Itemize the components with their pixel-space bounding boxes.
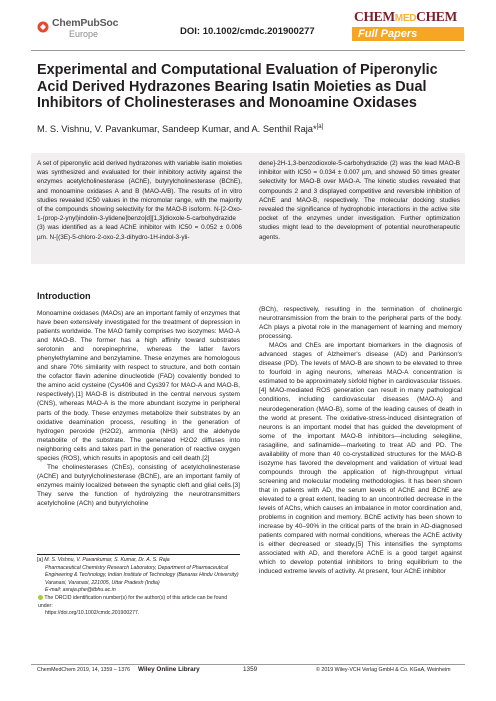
intro-paragraph: (BCh), respectively, resulting in the termination of cholinergic neurotransmission from the brain to the peripheral parts of the body. ACh plays a pivotal role in the management of learning and memory processing. [259,306,462,341]
footnote-label: [a] [37,557,43,563]
body-left-column [37,309,240,508]
footnote-orcid: The ORCID identification number(s) for the author(s) of this article can be found under: [38,594,228,609]
body-right-column [259,305,462,576]
header-divider [31,50,465,51]
orcid-icon [38,595,43,600]
footer-divider [31,664,465,665]
abstract-right-column [259,159,460,242]
abstract-left-column [37,159,242,242]
article-authors [37,124,462,134]
footer-citation: ChemMedChem 2019, 14, 1359 – 1376 [37,667,131,673]
footnote-orcid-url[interactable]: https://doi.org/10.1002/cmdc.201900277. [45,610,140,617]
publisher-name: ChemPubSoc [52,17,119,29]
footnote-affiliation: Pharmaceutical Chemistry Research Laboratory, Department of Pharmaceutical Engineering & Technology, Indian Institute of Technology (Banaras Hindu University) Varanasi, Varanasi, 221005, Uttar Pradesh (India) [45,564,239,586]
author-affiliation-mark: [a] [316,124,324,130]
abstract-text-left: A set of piperonylic acid derived hydrazones with variable isatin moieties was synthesized and evaluated for their inhibitory activity against the enzymes acetylcholinesterase (AChE), butyrylcholinesterase (BChE), and monoamine oxidases A and B (MAO-A/B). The results of in vitro studies revealed IC50 values in the micromolar range, with the majority of the compounds showing selectivity for the MAO-B isoform. N-[2-Oxo-1-(prop-2-ynyl)indolin-3-ylidene]benzo[d][1,3]dioxole-5-carbohydrazide (3) was identified as a lead AChE inhibitor with IC50 = 0.052 ± 0.006 µm. N-[(3E)-5-chloro-2-oxo-2,3-dihydro-1H-indol-3-yli- [37,160,242,241]
introduction-heading: Introduction [37,291,91,301]
intro-paragraph: MAOs and ChEs are important biomarkers in the diagnosis of advanced stages of Alzheimer's disease (AD) and Parkinson's disease (PD). The levels of MAO-B are shown to be elevated to three to fourfold in aging neurons, whereas MAO-A concentration is estimated to be approximately sixfold higher in cardiovascular tissues.[4] MAO-mediated ROS generation can result in many pathological conditions, including cardiovascular diseases (MAO-A) and neurodegeneration (MAO-B), some of the leading causes of death in the world at present. The oxidative-stress-induced disintegration of neurons is an important model that has guided the development of some of the important MAO-B inhibitors—including selegiline, rasagiline, and safinamide—marketing to treat AD and PD. The availability of more than 40 co-crystallized structures for the MAO-B isozyme has favored the development and validation of virtual lead compounds through the application of high-throughput virtual screening and molecular modeling methodologies. It has been shown that in patients with AD, the serum levels of AChE and BChE are elevated to a great extent, leading to an uncontrolled decrease in the levels of AChs, which causes an imbalance in motor coordination and, problems in cognition and memory. BChE activity has been shown to increase by 40–90% in the critical parts of the brain in AD-diagnosed patients compared with normal conditions, whereas the AChE activity is either decreased or steady.[5] This intensifies the symptoms associated with AD, and therefore AChE is a good target against which to develop potential inhibitors to bring equilibrium to the induced extreme levels of activity. At present, four AChE inhibitor [259,342,462,576]
abstract-text-right: dene]-2H-1,3-benzodioxole-5-carbohydrazide (2) was the lead MAO-B inhibitor with IC50 = 0.034 ± 0.007 µm, and showed 50 times greater selectivity for MAO-B over MAO-A. The kinetic studies revealed that compounds 2 and 3 displayed competitive and reversible inhibition of AChE and MAO-B, respectively. The molecular docking studies revealed the significance of hydrophobic interactions in the active site pocket of the enzymes under investigation. Further optimization studies might lead to the development of potential neurotherapeutic agents. [259,160,460,241]
section-label: Full Papers [358,28,418,40]
footer-copyright: © 2019 Wiley-VCH Verlag GmbH & Co. KGaA, Weinheim [316,667,451,673]
journal-name-left: CHEM [354,9,395,24]
footnote-authors: M. S. Vishnu, V. Pavankumar, S. Kumar, Dr. A. S. Raja [44,557,170,563]
intro-paragraph: Monoamine oxidases (MAOs) are an important family of enzymes that have been extensively investigated for the treatment of depression in patients worldwide. The MAO family comprises two isozymes: MAO-A and MAO-B. The former has a high affinity toward substrates serotonin and norepinephrine, whereas the latter favors phenylethylamine and benzylamine. These enzymes are homologous and share 70% similarity with respect to structure, and both contain the cofactor flavin adenine dinucleotide (FAD) covalently bonded to the amino acid cysteine (Cys406 and Cys397 for MAO-A and MAO-B, respectively).[1] MAO-B is distributed in the central nervous system (CNS), whereas MAO-A is the more abundant isozyme in peripheral parts of the body. These enzymes metabolize their substrates by an oxidative deamination process, resulting in the generation of hydrogen peroxide (H2O2), ammonia (NH3) and the aldehyde metabolite of the substrate. The generated H2O2 diffuses into neighboring cells and takes part in the generation of reactive oxygen species (ROS), which results in apoptosis and cell death.[2] [37,310,240,462]
footnotes [37,557,240,618]
journal-name-right: CHEM [416,9,457,24]
footer-publisher-link[interactable]: Wiley Online Library [138,666,200,673]
footnote-divider [37,554,240,555]
chempubsoc-logo-icon [37,20,49,32]
journal-name-mid: MED [394,13,417,24]
article-doi[interactable]: DOI: 10.1002/cmdc.201900277 [180,26,315,37]
publisher-region: Europe [69,29,99,39]
article-title: Experimental and Computational Evaluation of Piperonylic Acid Derived Hydrazones Bearing Isatin Moieties as Dual Inhibitors of Cholinesterases and Monoamine Oxidases [37,62,438,111]
page-number: 1359 [243,666,258,673]
footnote-email[interactable]: E-mail: asraja.phe@itbhu.ac.in [45,587,116,594]
author-list: M. S. Vishnu, V. Pavankumar, Sandeep Kumar, and A. Senthil Raja* [37,124,317,135]
intro-paragraph: The cholinesterases (ChEs), consisting of acetylcholinesterase (AChE) and butyrylcholinesterase (BChE), are an important family of enzymes mainly localized between the synaptic cleft and glial cells.[3] They serve the function of hydrolyzing the neurotransmitters acetylcholine (ACh) and butyrylcholine [37,463,240,507]
journal-name [354,9,457,25]
